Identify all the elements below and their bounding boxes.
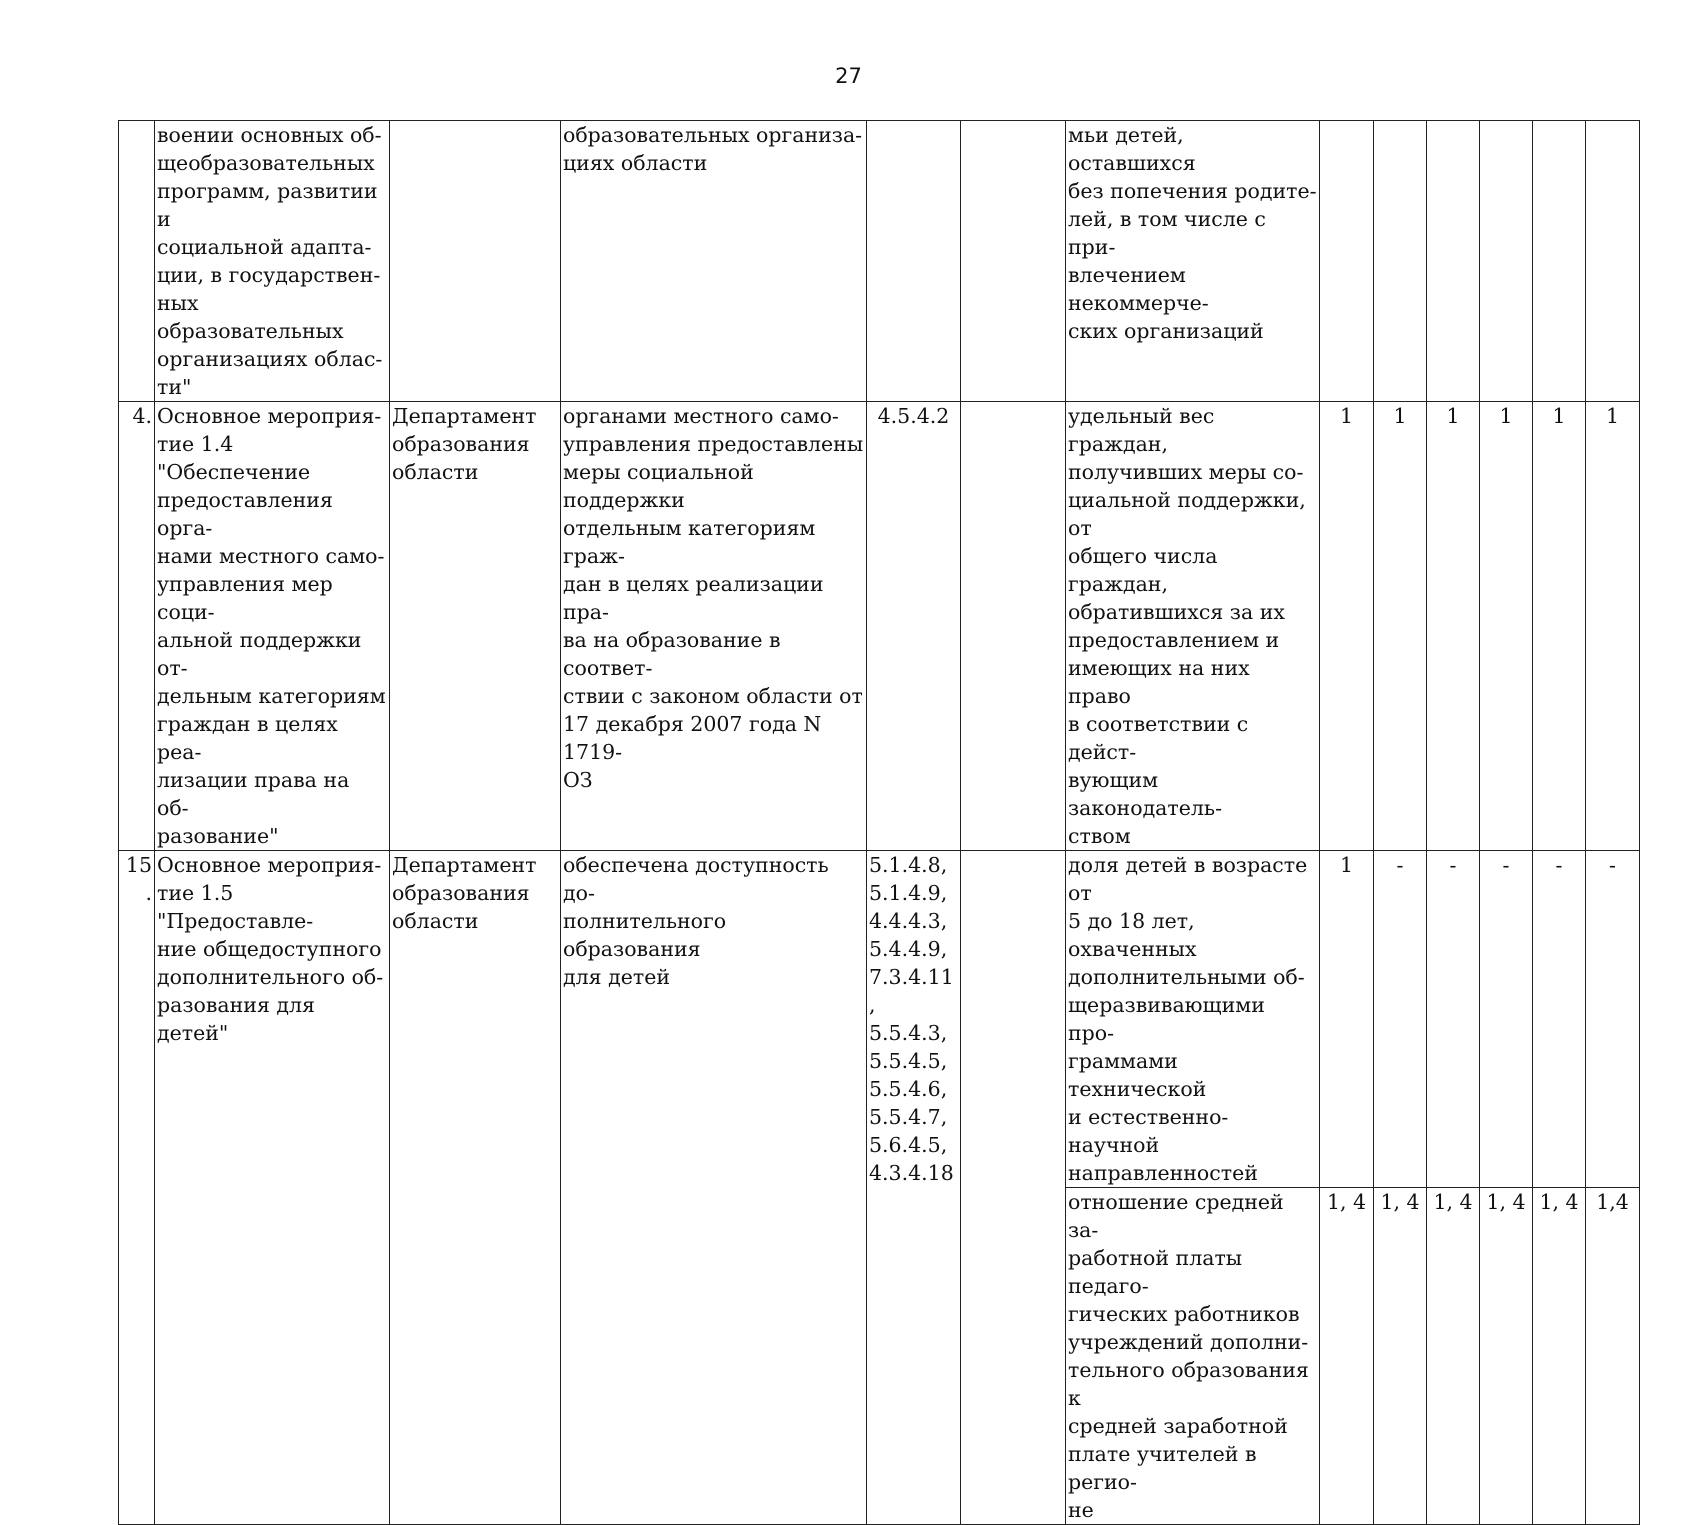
program-table bbox=[118, 120, 1640, 1525]
indicator-cell: отношение средней за- работной платы педаго- гических работников учреждений дополни- тельного образования к средней заработной плате учителей в регио- не bbox=[1066, 1188, 1320, 1525]
indicator-cell: удельный вес граждан, получивших меры со- циальной поддержки, от общего числа граждан, обратившихся за их предоставлением и имеющих на них право в соответствии с дейст- вующим законодатель- ством bbox=[1066, 402, 1320, 851]
value-cell: 1 bbox=[1320, 402, 1374, 851]
value-cell: - bbox=[1533, 851, 1586, 1188]
row-number: 15. bbox=[119, 851, 155, 1525]
indicator-cell: доля детей в возрасте от 5 до 18 лет, охваченных дополнительными об- щеразвивающими про- граммами технической и естественно-научной направленностей bbox=[1066, 851, 1320, 1188]
value-cell bbox=[1427, 121, 1480, 402]
value-cell bbox=[1533, 121, 1586, 402]
result-cell: обеспечена доступность до- полнительного образования для детей bbox=[561, 851, 867, 1525]
codes-cell bbox=[867, 121, 961, 402]
value-cell bbox=[1374, 121, 1427, 402]
value-cell: 1, 4 bbox=[1374, 1188, 1427, 1525]
value-cell: 1, 4 bbox=[1427, 1188, 1480, 1525]
measure-cell: Основное мероприя- тие 1.4 "Обеспечение предоставления орга- нами местного само- управления мер соци- альной поддержки от- дельным категориям граждан в целях реа- лизации права на об- разование" bbox=[155, 402, 390, 851]
value-cell: 1, 4 bbox=[1320, 1188, 1374, 1525]
value-cell bbox=[1586, 121, 1640, 402]
value-cell: 1 bbox=[1374, 402, 1427, 851]
page-number: 27 bbox=[835, 64, 862, 88]
result-cell: органами местного само- управления предоставлены меры социальной поддержки отдельным категориям граж- дан в целях реализации пра- ва на образование в соответ- ствии с законом области от 17 декабря 2007 года N 1719- ОЗ bbox=[561, 402, 867, 851]
codes-cell: 4.5.4.2 bbox=[867, 402, 961, 851]
executor-cell: Департамент образования области bbox=[390, 402, 561, 851]
value-cell: 1, 4 bbox=[1480, 1188, 1533, 1525]
table-row bbox=[119, 851, 1640, 1188]
row-number bbox=[119, 121, 155, 402]
value-cell: 1 bbox=[1427, 402, 1480, 851]
value-cell: 1 bbox=[1320, 851, 1374, 1188]
empty-cell bbox=[961, 851, 1066, 1525]
value-cell bbox=[1480, 121, 1533, 402]
row-number: 4. bbox=[119, 402, 155, 851]
table-row bbox=[119, 402, 1640, 851]
result-cell: образовательных организа- циях области bbox=[561, 121, 867, 402]
value-cell: 1 bbox=[1533, 402, 1586, 851]
value-cell: 1 bbox=[1586, 402, 1640, 851]
value-cell: - bbox=[1480, 851, 1533, 1188]
table-row bbox=[119, 121, 1640, 402]
measure-cell: Основное мероприя- тие 1.5 "Предоставле- ние общедоступного дополнительного об- разования для детей" bbox=[155, 851, 390, 1525]
value-cell: - bbox=[1427, 851, 1480, 1188]
value-cell: - bbox=[1374, 851, 1427, 1188]
value-cell: - bbox=[1586, 851, 1640, 1188]
executor-cell bbox=[390, 121, 561, 402]
executor-cell: Департамент образования области bbox=[390, 851, 561, 1525]
codes-cell: 5.1.4.8, 5.1.4.9, 4.4.4.3, 5.4.4.9, 7.3.4.11, 5.5.4.3, 5.5.4.5, 5.5.4.6, 5.5.4.7, 5.6.4.5, 4.3.4.18 bbox=[867, 851, 961, 1525]
value-cell: 1,4 bbox=[1586, 1188, 1640, 1525]
empty-cell bbox=[961, 402, 1066, 851]
value-cell: 1, 4 bbox=[1533, 1188, 1586, 1525]
value-cell bbox=[1320, 121, 1374, 402]
value-cell: 1 bbox=[1480, 402, 1533, 851]
measure-cell: воении основных об- щеобразовательных программ, развитии и социальной адапта- ции, в государствен- ных образовательных организациях облас- ти" bbox=[155, 121, 390, 402]
empty-cell bbox=[961, 121, 1066, 402]
indicator-cell: мьи детей, оставшихся без попечения родите- лей, в том числе с при- влечением некоммерче- ских организаций bbox=[1066, 121, 1320, 402]
